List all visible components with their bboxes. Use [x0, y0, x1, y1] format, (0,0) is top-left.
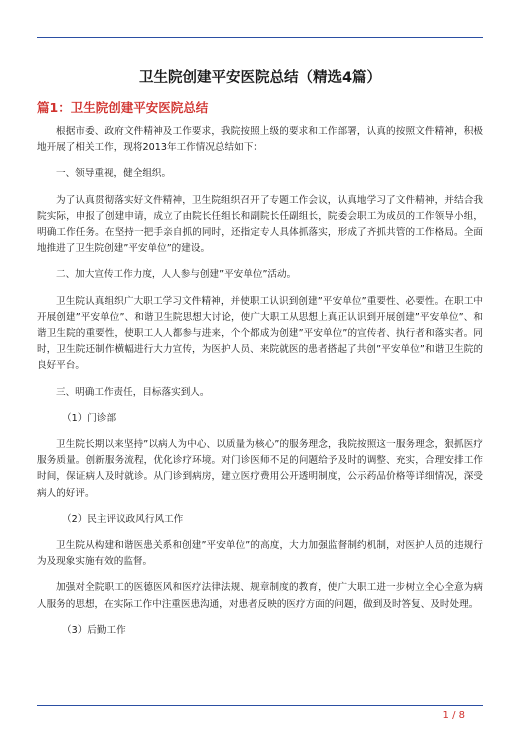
heading-leadership: 一、领导重视，健全组织。	[56, 168, 172, 180]
heading-publicity: 二、加大宣传工作力度，人人参与创建”平安单位”活动。	[56, 269, 297, 281]
top-rule	[37, 37, 483, 38]
section-heading: 篇1：卫生院创建平安医院总结	[37, 100, 209, 115]
page-number: 1 / 8	[442, 710, 465, 721]
document-body	[37, 124, 483, 649]
subheading-evaluation: （2）民主评议政风行风工作	[62, 513, 184, 525]
paragraph-evaluation: 卫生院从构建和谐医患关系和创建”平安单位”的高度，大力加强监督制约机制，对医护人员的违规行为及现象实施有效的监督。	[37, 540, 483, 568]
paragraph-publicity: 卫生院认真组织广大职工学习文件精神，并使职工认识到创建”平安单位”重要性、必要性。在职工中开展创建”平安单位”、和谐卫生院思想大讨论，使广大职工从思想上真正认识到开展创建”平安单位”、和谐卫生院的重要性，使职工人人都参与进来，个个都成为创建”平安单位”的宣传者、执行者和落实者。同时，卫生院还制作横幅进行大力宣传，为医护人员、来院就医的患者搭起了共创”平安单位”和谐卫生院的良好平台。	[37, 295, 483, 372]
paragraph-outpatient: 卫生院长期以来坚持”以病人为中心、以质量为核心”的服务理念，我院按照这一服务理念，狠抓医疗服务质量。创新服务流程，优化诊疗环境。对门诊医师不足的问题给予及时的调整、充实，合理安排工作时间，保证病人及时就诊。从门诊到病房，建立医疗费用公开透明制度，公示药品价格等详细情况，深受病人的好评。	[37, 439, 483, 499]
document-title: 卫生院创建平安医院总结（精选4篇）	[138, 70, 382, 86]
subheading-outpatient: （1）门诊部	[62, 412, 117, 424]
subheading-logistics: （3）后勤工作	[62, 624, 126, 636]
paragraph-intro: 根据市委、政府文件精神及工作要求，我院按照上级的要求和工作部署，认真的按照文件精神，积极地开展了相关工作，现将2013年工作情况总结如下：	[37, 126, 483, 154]
paragraph-ethics: 加强对全院职工的医德医风和医疗法律法规、规章制度的教育，使广大职工进一步树立全心全意为病人服务的思想，在实际工作中注重医患沟通，对患者反映的医疗方面的问题，做到及时答复、及时处理。	[37, 582, 483, 610]
bottom-rule	[37, 705, 483, 706]
heading-responsibility: 三、明确工作责任，目标落实到人。	[56, 386, 210, 398]
paragraph-leadership: 为了认真贯彻落实好文件精神，卫生院组织召开了专题工作会议，认真地学习了文件精神，并结合我院实际，申报了创建申请，成立了由院长任组长和副院长任副组长，院委会职工为成员的工作领导小组，明确工作任务。在坚持一把手亲自抓的同时，还指定专人具体抓落实，形成了齐抓共管的工作格局。全面地推进了卫生院创建”平安单位”的建设。	[37, 194, 483, 255]
